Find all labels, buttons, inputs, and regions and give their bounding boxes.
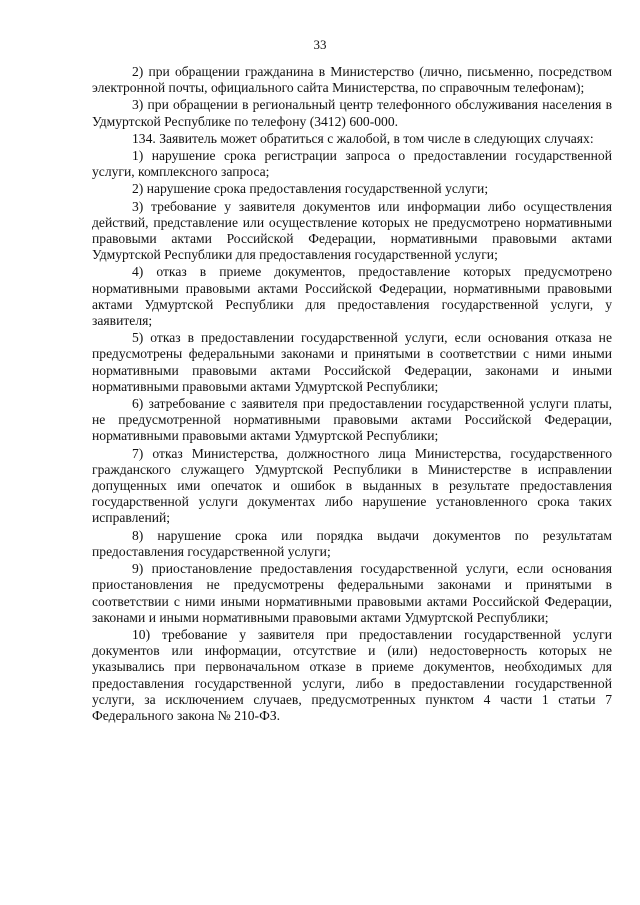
list-item-1: 1) нарушение срока регистрации запроса о предоставлении государственной услуги, комплексного запроса;: [92, 148, 612, 180]
list-item-8: 8) нарушение срока или порядка выдачи документов по результатам предоставления государственной услуги;: [92, 527, 612, 559]
page-body: [92, 64, 612, 725]
paragraph-item-2-contact: 2) при обращении гражданина в Министерство (лично, письменно, посредством электронной почты, официального сайта Министерства, по справочным телефонам);: [92, 64, 612, 96]
page-number: 33: [313, 37, 327, 52]
list-item-10: 10) требование у заявителя при предоставлении государственной услуги документов или информации, отсутствие и (или) недостоверность которых не указывались при первоначальном отказе в приеме документов, необходимых для предоставления государственной услуги, либо в предоставлении государственной услуги, за исключением случаев, предусмотренных пунктом 4 части 1 статьи 7 Федерального закона № 210-ФЗ.: [92, 626, 612, 723]
paragraph-134-complaint-cases: 134. Заявитель может обратиться с жалобой, в том числе в следующих случаях:: [132, 130, 594, 146]
paragraph-item-3-call-center: 3) при обращении в региональный центр телефонного обслуживания населения в Удмуртской Республике по телефону (3412) 600-000.: [92, 97, 612, 129]
list-item-9: 9) приостановление предоставления государственной услуги, если основания приостановления не предусмотрены федеральными законами и принятыми в соответствии с ними иными нормативными правовыми актами Российской Федерации, законами и иными нормативными правовыми актами Удмуртской Республики;: [92, 561, 612, 625]
list-item-4: 4) отказ в приеме документов, предоставление которых предусмотрено нормативными правовыми актами Российской Федерации, нормативными правовыми актами Удмуртской Республики для предоставления государственной услуги, у заявителя;: [92, 264, 612, 329]
list-item-7: 7) отказ Министерства, должностного лица Министерства, государственного гражданского служащего Удмуртской Республики в Министерстве в исправлении допущенных ими опечаток и ошибок в выданных в результате предоставления государственной услуги документах либо нарушение установленного срока таких исправлений;: [92, 445, 612, 526]
list-item-5: 5) отказ в предоставлении государственной услуги, если основания отказа не предусмотрены федеральными законами и принятыми в соответствии с ними иными нормативными правовыми актами Российской Федерации, законами и иными нормативными правовыми актами Удмуртской Республики;: [92, 330, 612, 394]
list-item-6: 6) затребование с заявителя при предоставлении государственной услуги платы, не предусмотренной нормативными правовыми актами Российской Федерации, нормативными правовыми актами Удмуртской Республики;: [92, 396, 612, 444]
list-item-2: 2) нарушение срока предоставления государственной услуги;: [132, 181, 489, 197]
list-item-3: 3) требование у заявителя документов или информации либо осуществления действий, представление или осуществление которых не предусмотрено нормативными правовыми актами Российской Федерации, нормативными правовыми актами Удмуртской Республики для предоставления государственной услуги;: [92, 198, 612, 263]
